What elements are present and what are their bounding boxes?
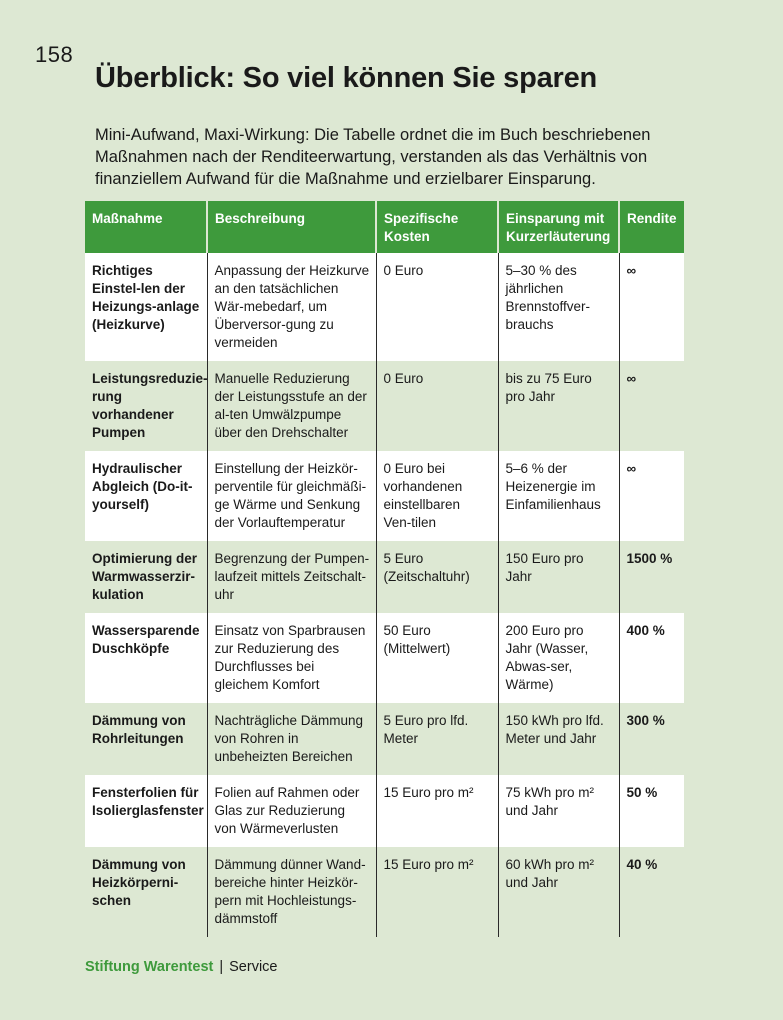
footer-section: Service <box>229 959 278 975</box>
intro-paragraph: Mini-Aufwand, Maxi-Wirkung: Die Tabelle ordnet die im Buch beschriebenen Maßnahmen nach der Renditeerwartung, verstanden als das Verhältnis von finanziellem Aufwand für die Maßnahme und erzielbarer Einsparung. <box>95 126 651 188</box>
cell-beschreibung: Manuelle Reduzierung der Leistungsstufe an der al-ten Umwälzpumpe über den Drehschalter <box>207 361 376 451</box>
cell-kosten: 0 Euro <box>376 361 498 451</box>
cell-beschreibung: Folien auf Rahmen oder Glas zur Reduzierung von Wärmeverlusten <box>207 775 376 847</box>
cell-einsparung: 60 kWh pro m² und Jahr <box>498 847 619 937</box>
header-beschreibung: Beschreibung <box>207 201 376 253</box>
header-rendite: Rendite <box>619 201 684 253</box>
cell-beschreibung: Anpassung der Heizkurve an den tatsächlichen Wär-mebedarf, um Überversor-gung zu vermeiden <box>207 253 376 361</box>
table-row <box>85 847 684 937</box>
cell-rendite: ∞ <box>619 253 684 361</box>
table-row <box>85 613 684 703</box>
cell-einsparung: 150 Euro pro Jahr <box>498 541 619 613</box>
cell-kosten: 5 Euro pro lfd. Meter <box>376 703 498 775</box>
cell-massnahme: Dämmung von Rohrleitungen <box>85 703 207 775</box>
footer-brand: Stiftung Warentest <box>85 959 214 975</box>
cell-massnahme: Hydraulischer Abgleich (Do-it-yourself) <box>85 451 207 541</box>
cell-kosten: 0 Euro <box>376 253 498 361</box>
table-row <box>85 775 684 847</box>
cell-rendite: 50 % <box>619 775 684 847</box>
cell-rendite: 300 % <box>619 703 684 775</box>
cell-rendite: ∞ <box>619 451 684 541</box>
savings-table <box>85 201 684 937</box>
page-footer <box>85 959 278 975</box>
cell-beschreibung: Dämmung dünner Wand-bereiche hinter Heizkör-pern mit Hochleistungs-dämmstoff <box>207 847 376 937</box>
cell-beschreibung: Einsatz von Sparbrausen zur Reduzierung des Durchflusses bei gleichem Komfort <box>207 613 376 703</box>
cell-einsparung: 150 kWh pro lfd. Meter und Jahr <box>498 703 619 775</box>
cell-massnahme: Dämmung von Heizkörperni-schen <box>85 847 207 937</box>
cell-einsparung: 75 kWh pro m² und Jahr <box>498 775 619 847</box>
cell-beschreibung: Nachträgliche Dämmung von Rohren in unbeheizten Bereichen <box>207 703 376 775</box>
table-row <box>85 703 684 775</box>
page-title: Überblick: So viel können Sie sparen <box>95 62 598 94</box>
header-einsparung: Einsparung mit Kurzerläuterung <box>498 201 619 253</box>
table-header-row <box>85 201 684 253</box>
cell-massnahme: Optimierung der Warmwasserzir-kulation <box>85 541 207 613</box>
cell-massnahme: Leistungsreduzie-rung vorhandener Pumpen <box>85 361 207 451</box>
cell-einsparung: bis zu 75 Euro pro Jahr <box>498 361 619 451</box>
footer-separator: | <box>219 959 224 975</box>
cell-beschreibung: Begrenzung der Pumpen-laufzeit mittels Zeitschalt-uhr <box>207 541 376 613</box>
cell-kosten: 15 Euro pro m² <box>376 775 498 847</box>
header-massnahme: Maßnahme <box>85 201 207 253</box>
table-row <box>85 361 684 451</box>
cell-einsparung: 200 Euro pro Jahr (Wasser, Abwas-ser, Wärme) <box>498 613 619 703</box>
cell-kosten: 0 Euro bei vorhandenen einstellbaren Ven-tilen <box>376 451 498 541</box>
table-row <box>85 451 684 541</box>
table-row <box>85 253 684 361</box>
cell-beschreibung: Einstellung der Heizkör-perventile für gleichmäßi-ge Wärme und Senkung der Vorlauftemperatur <box>207 451 376 541</box>
cell-massnahme: Fensterfolien für Isolierglasfenster <box>85 775 207 847</box>
cell-rendite: ∞ <box>619 361 684 451</box>
cell-rendite: 40 % <box>619 847 684 937</box>
cell-massnahme: Wassersparende Duschköpfe <box>85 613 207 703</box>
cell-rendite: 400 % <box>619 613 684 703</box>
cell-kosten: 50 Euro (Mittelwert) <box>376 613 498 703</box>
table-row <box>85 541 684 613</box>
cell-massnahme: Richtiges Einstel-len der Heizungs-anlage (Heizkurve) <box>85 253 207 361</box>
cell-kosten: 15 Euro pro m² <box>376 847 498 937</box>
cell-kosten: 5 Euro (Zeitschaltuhr) <box>376 541 498 613</box>
header-kosten: Spezifische Kosten <box>376 201 498 253</box>
cell-rendite: 1500 % <box>619 541 684 613</box>
cell-einsparung: 5–6 % der Heizenergie im Einfamilienhaus <box>498 451 619 541</box>
page-number: 158 <box>35 42 74 67</box>
cell-einsparung: 5–30 % des jährlichen Brennstoffver-brauchs <box>498 253 619 361</box>
